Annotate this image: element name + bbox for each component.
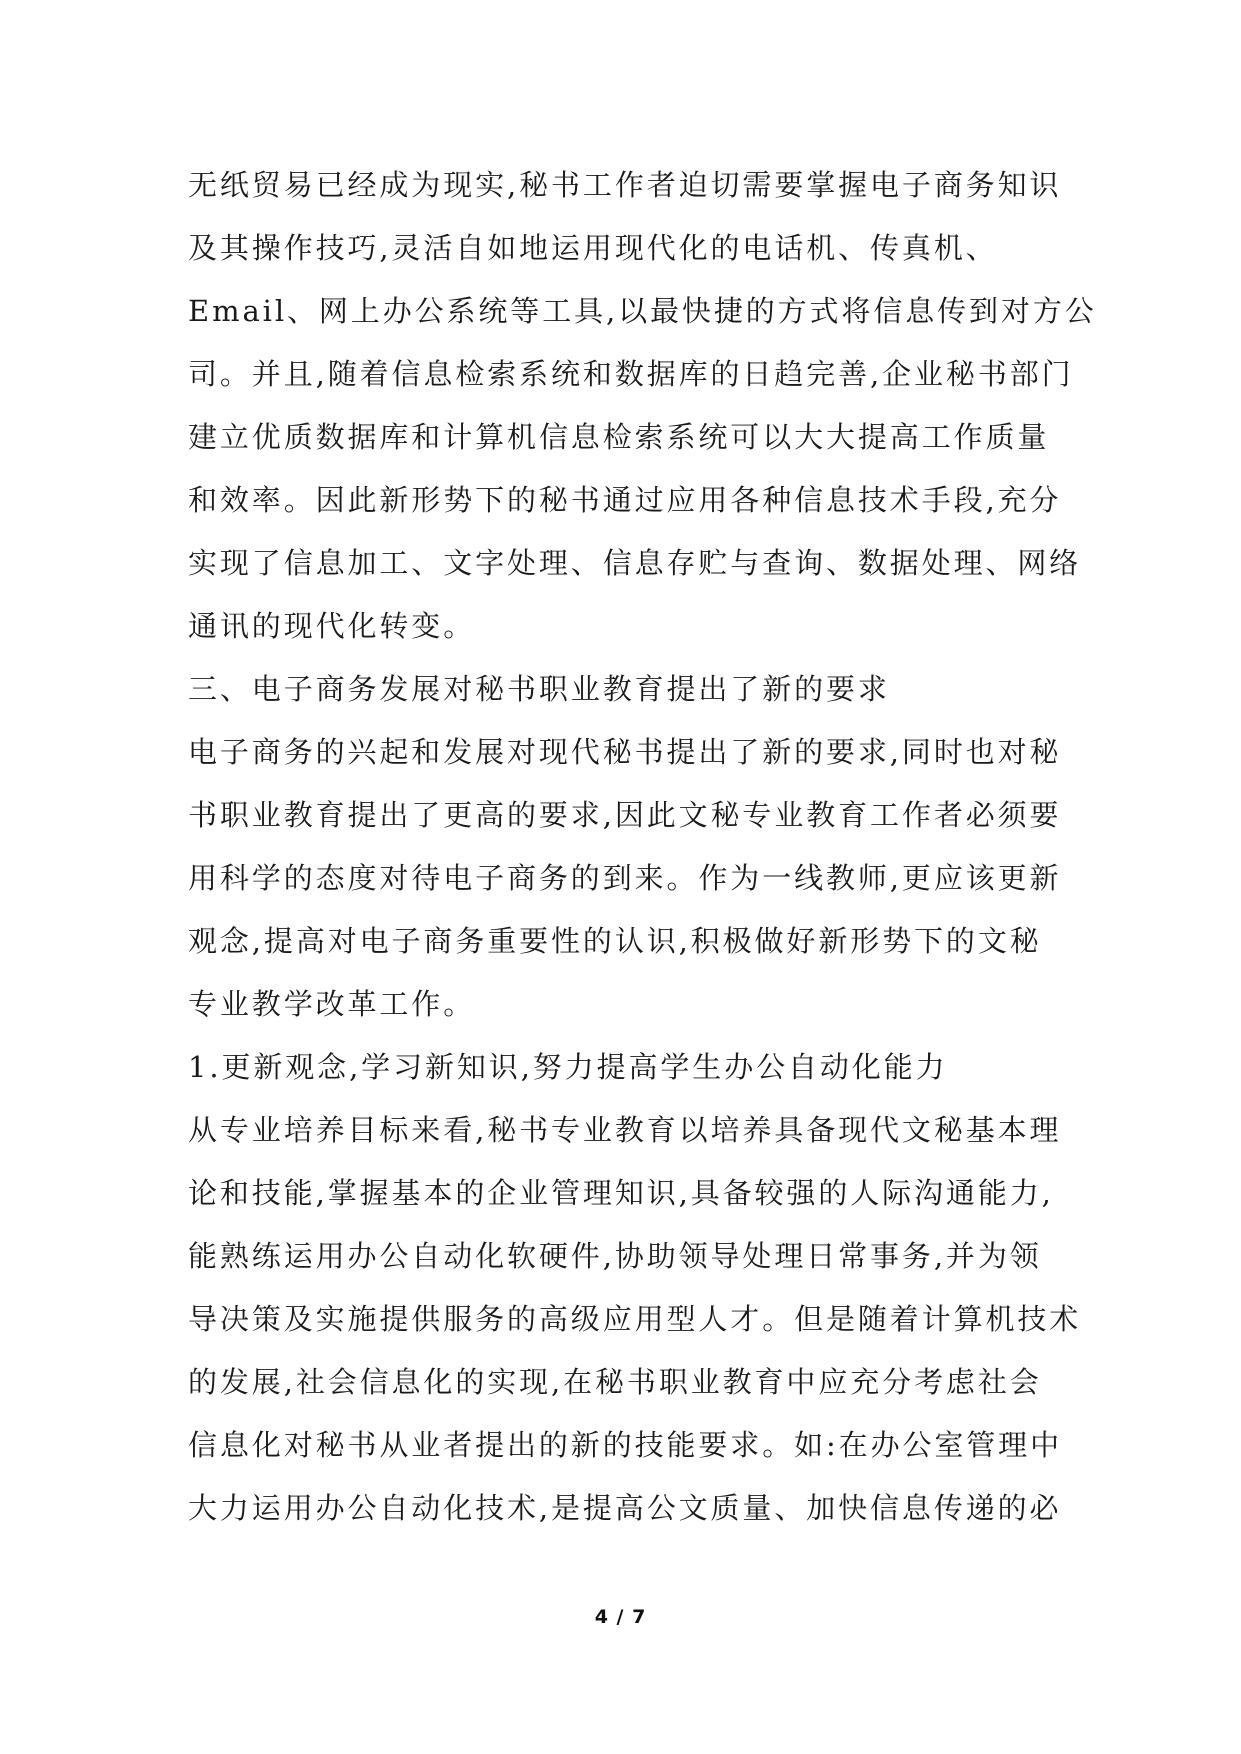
text-line: 信息化对秘书从业者提出的新的技能要求。如:在办公室管理中	[188, 1428, 1062, 1462]
text-line: 大力运用办公自动化技术,是提高公文质量、加快信息传递的必	[188, 1491, 1062, 1525]
text-line: 书职业教育提出了更高的要求,因此文秘专业教育工作者必须要	[188, 798, 1062, 832]
text-line: 用科学的态度对待电子商务的到来。作为一线教师,更应该更新	[188, 861, 1062, 895]
text-line: 能熟练运用办公自动化软硬件,协助领导处理日常事务,并为领	[188, 1239, 1042, 1273]
body-text	[188, 154, 1097, 1540]
text-line: 实现了信息加工、文字处理、信息存贮与查询、数据处理、网络	[188, 546, 1082, 580]
text-line: 及其操作技巧,灵活自如地运用现代化的电话机、传真机、	[188, 231, 998, 265]
page-number: 4 / 7	[594, 1606, 647, 1628]
text-line: Email、网上办公系统等工具,以最快捷的方式将信息传到对方公	[188, 294, 1097, 328]
text-line: 无纸贸易已经成为现实,秘书工作者迫切需要掌握电子商务知识	[188, 168, 1062, 202]
text-line: 从专业培养目标来看,秘书专业教育以培养具备现代文秘基本理	[188, 1113, 1062, 1147]
text-line: 建立优质数据库和计算机信息检索系统可以大大提高工作质量	[188, 420, 1050, 454]
text-line: 专业教学改革工作。	[188, 987, 476, 1021]
section-heading: 三、电子商务发展对秘书职业教育提出了新的要求	[188, 672, 890, 706]
text-line: 电子商务的兴起和发展对现代秘书提出了新的要求,同时也对秘	[188, 735, 1062, 769]
subsection-heading: 1.更新观念,学习新知识,努力提高学生办公自动化能力	[188, 1050, 948, 1084]
text-line: 的发展,社会信息化的实现,在秘书职业教育中应充分考虑社会	[188, 1365, 1042, 1399]
text-line: 和效率。因此新形势下的秘书通过应用各种信息技术手段,充分	[188, 483, 1062, 517]
text-line: 司。并且,随着信息检索系统和数据库的日趋完善,企业秘书部门	[188, 357, 1074, 391]
text-line: 论和技能,掌握基本的企业管理知识,具备较强的人际沟通能力,	[188, 1176, 1054, 1210]
text-line: 导决策及实施提供服务的高级应用型人才。但是随着计算机技术	[188, 1302, 1082, 1336]
text-line: 通讯的现代化转变。	[188, 609, 476, 643]
text-line: 观念,提高对电子商务重要性的认识,积极做好新形势下的文秘	[188, 924, 1042, 958]
